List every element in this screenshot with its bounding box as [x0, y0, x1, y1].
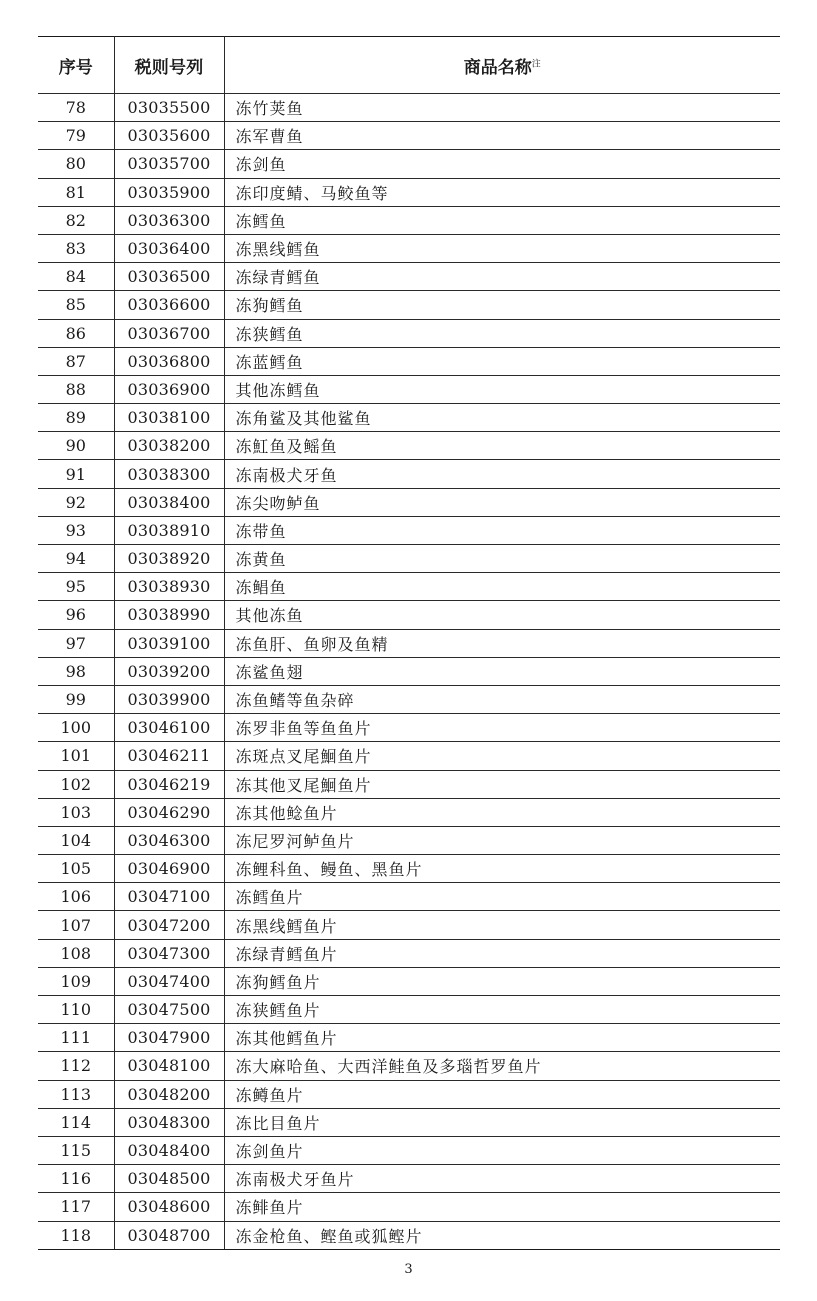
row-tariff-code: 03038400 [114, 488, 224, 516]
table-row [38, 122, 780, 150]
row-serial-number: 113 [38, 1080, 114, 1108]
row-tariff-code: 03035600 [114, 122, 224, 150]
row-product-name: 冻角鲨及其他鲨鱼 [224, 404, 780, 432]
row-serial-number: 112 [38, 1052, 114, 1080]
row-serial-number: 100 [38, 714, 114, 742]
row-tariff-code: 03036300 [114, 206, 224, 234]
row-serial-number: 118 [38, 1221, 114, 1249]
table-header-row [38, 37, 780, 94]
row-product-name: 冻鱼肝、鱼卵及鱼精 [224, 629, 780, 657]
row-tariff-code: 03036600 [114, 291, 224, 319]
row-tariff-code: 03048400 [114, 1136, 224, 1164]
table-row [38, 1108, 780, 1136]
row-product-name: 其他冻鱼 [224, 601, 780, 629]
row-tariff-code: 03039200 [114, 657, 224, 685]
row-tariff-code: 03038910 [114, 516, 224, 544]
row-serial-number: 96 [38, 601, 114, 629]
table-row [38, 601, 780, 629]
row-serial-number: 83 [38, 234, 114, 262]
row-serial-number: 102 [38, 770, 114, 798]
row-tariff-code: 03039900 [114, 685, 224, 713]
table-row [38, 798, 780, 826]
row-serial-number: 92 [38, 488, 114, 516]
table-row [38, 432, 780, 460]
row-product-name: 冻狭鳕鱼 [224, 319, 780, 347]
row-tariff-code: 03038920 [114, 545, 224, 573]
row-tariff-code: 03035900 [114, 178, 224, 206]
table-row [38, 967, 780, 995]
table-row [38, 883, 780, 911]
table-row [38, 1165, 780, 1193]
row-serial-number: 110 [38, 996, 114, 1024]
row-product-name: 冻鲳鱼 [224, 573, 780, 601]
row-tariff-code: 03036700 [114, 319, 224, 347]
page-number: 3 [404, 1262, 413, 1277]
row-serial-number: 78 [38, 94, 114, 122]
table-row [38, 291, 780, 319]
row-product-name: 冻魟鱼及鳐鱼 [224, 432, 780, 460]
row-product-name: 冻军曹鱼 [224, 122, 780, 150]
row-serial-number: 93 [38, 516, 114, 544]
row-tariff-code: 03035700 [114, 150, 224, 178]
row-tariff-code: 03038200 [114, 432, 224, 460]
row-serial-number: 108 [38, 939, 114, 967]
table-row [38, 234, 780, 262]
table-row [38, 714, 780, 742]
row-product-name: 冻其他鳕鱼片 [224, 1024, 780, 1052]
row-tariff-code: 03038990 [114, 601, 224, 629]
table-row [38, 206, 780, 234]
tariff-table [38, 36, 780, 1250]
row-serial-number: 97 [38, 629, 114, 657]
header-note-marker: 注 [531, 58, 541, 69]
row-product-name: 冻鱼鳍等鱼杂碎 [224, 685, 780, 713]
table-row [38, 404, 780, 432]
row-product-name: 冻其他鲶鱼片 [224, 798, 780, 826]
row-tariff-code: 03047100 [114, 883, 224, 911]
table-row [38, 685, 780, 713]
table-row [38, 1193, 780, 1221]
table-row [38, 742, 780, 770]
header-product-name-text: 商品名称 [463, 57, 532, 78]
row-tariff-code: 03036400 [114, 234, 224, 262]
row-tariff-code: 03036500 [114, 263, 224, 291]
table-row [38, 178, 780, 206]
row-product-name: 冻剑鱼 [224, 150, 780, 178]
row-serial-number: 90 [38, 432, 114, 460]
row-tariff-code: 03048600 [114, 1193, 224, 1221]
row-tariff-code: 03048100 [114, 1052, 224, 1080]
table-row [38, 545, 780, 573]
row-serial-number: 103 [38, 798, 114, 826]
row-serial-number: 84 [38, 263, 114, 291]
row-tariff-code: 03046300 [114, 826, 224, 854]
row-tariff-code: 03038930 [114, 573, 224, 601]
row-product-name: 冻斑点叉尾鮰鱼片 [224, 742, 780, 770]
row-product-name: 冻南极犬牙鱼片 [224, 1165, 780, 1193]
row-serial-number: 107 [38, 911, 114, 939]
row-tariff-code: 03046219 [114, 770, 224, 798]
row-product-name: 其他冻鳕鱼 [224, 375, 780, 403]
row-serial-number: 80 [38, 150, 114, 178]
row-product-name: 冻鲤科鱼、鳗鱼、黑鱼片 [224, 855, 780, 883]
row-tariff-code: 03047200 [114, 911, 224, 939]
row-tariff-code: 03048200 [114, 1080, 224, 1108]
row-tariff-code: 03036800 [114, 347, 224, 375]
row-product-name: 冻鳕鱼 [224, 206, 780, 234]
row-serial-number: 109 [38, 967, 114, 995]
row-product-name: 冻罗非鱼等鱼鱼片 [224, 714, 780, 742]
table-row [38, 657, 780, 685]
row-product-name: 冻竹荚鱼 [224, 94, 780, 122]
table-row [38, 94, 780, 122]
row-serial-number: 79 [38, 122, 114, 150]
header-product-name [224, 37, 780, 94]
row-product-name: 冻比目鱼片 [224, 1108, 780, 1136]
row-product-name: 冻印度鲭、马鲛鱼等 [224, 178, 780, 206]
table-row [38, 1221, 780, 1249]
table-row [38, 1136, 780, 1164]
row-product-name: 冻蓝鳕鱼 [224, 347, 780, 375]
row-tariff-code: 03046100 [114, 714, 224, 742]
table-row [38, 1080, 780, 1108]
table-row [38, 516, 780, 544]
row-product-name: 冻绿青鳕鱼 [224, 263, 780, 291]
table-row [38, 939, 780, 967]
table-row [38, 855, 780, 883]
row-tariff-code: 03036900 [114, 375, 224, 403]
row-tariff-code: 03048300 [114, 1108, 224, 1136]
row-tariff-code: 03047400 [114, 967, 224, 995]
row-serial-number: 87 [38, 347, 114, 375]
row-serial-number: 116 [38, 1165, 114, 1193]
row-product-name: 冻其他叉尾鮰鱼片 [224, 770, 780, 798]
row-serial-number: 88 [38, 375, 114, 403]
row-product-name: 冻鳟鱼片 [224, 1080, 780, 1108]
table-row [38, 460, 780, 488]
row-serial-number: 105 [38, 855, 114, 883]
table-row [38, 1052, 780, 1080]
row-serial-number: 98 [38, 657, 114, 685]
row-serial-number: 99 [38, 685, 114, 713]
row-product-name: 冻狗鳕鱼片 [224, 967, 780, 995]
table-row [38, 488, 780, 516]
row-serial-number: 89 [38, 404, 114, 432]
row-tariff-code: 03046211 [114, 742, 224, 770]
row-tariff-code: 03039100 [114, 629, 224, 657]
table-row [38, 1024, 780, 1052]
table-row [38, 826, 780, 854]
table-body [38, 94, 780, 1250]
row-tariff-code: 03046900 [114, 855, 224, 883]
row-serial-number: 117 [38, 1193, 114, 1221]
row-product-name: 冻剑鱼片 [224, 1136, 780, 1164]
row-serial-number: 95 [38, 573, 114, 601]
row-product-name: 冻金枪鱼、鲣鱼或狐鲣片 [224, 1221, 780, 1249]
table-row [38, 573, 780, 601]
row-serial-number: 85 [38, 291, 114, 319]
row-serial-number: 111 [38, 1024, 114, 1052]
row-tariff-code: 03047300 [114, 939, 224, 967]
table-row [38, 629, 780, 657]
row-serial-number: 104 [38, 826, 114, 854]
row-serial-number: 86 [38, 319, 114, 347]
row-product-name: 冻大麻哈鱼、大西洋鲑鱼及多瑙哲罗鱼片 [224, 1052, 780, 1080]
table-row [38, 375, 780, 403]
table-row [38, 911, 780, 939]
row-tariff-code: 03048700 [114, 1221, 224, 1249]
row-serial-number: 114 [38, 1108, 114, 1136]
row-product-name: 冻绿青鳕鱼片 [224, 939, 780, 967]
row-product-name: 冻鲨鱼翅 [224, 657, 780, 685]
row-product-name: 冻黑线鳕鱼片 [224, 911, 780, 939]
table-row [38, 319, 780, 347]
row-tariff-code: 03047900 [114, 1024, 224, 1052]
row-product-name: 冻狭鳕鱼片 [224, 996, 780, 1024]
row-serial-number: 101 [38, 742, 114, 770]
row-product-name: 冻狗鳕鱼 [224, 291, 780, 319]
row-serial-number: 81 [38, 178, 114, 206]
table-row [38, 263, 780, 291]
header-tariff-code: 税则号列 [114, 37, 224, 94]
row-tariff-code: 03046290 [114, 798, 224, 826]
table-row [38, 150, 780, 178]
table-row [38, 347, 780, 375]
row-serial-number: 94 [38, 545, 114, 573]
row-product-name: 冻黄鱼 [224, 545, 780, 573]
row-tariff-code: 03048500 [114, 1165, 224, 1193]
header-serial-number: 序号 [38, 37, 114, 94]
row-serial-number: 115 [38, 1136, 114, 1164]
row-product-name: 冻带鱼 [224, 516, 780, 544]
row-product-name: 冻黑线鳕鱼 [224, 234, 780, 262]
row-serial-number: 82 [38, 206, 114, 234]
row-tariff-code: 03047500 [114, 996, 224, 1024]
table-row [38, 770, 780, 798]
table-row [38, 996, 780, 1024]
row-product-name: 冻鳕鱼片 [224, 883, 780, 911]
row-serial-number: 106 [38, 883, 114, 911]
row-product-name: 冻南极犬牙鱼 [224, 460, 780, 488]
row-product-name: 冻鲱鱼片 [224, 1193, 780, 1221]
row-tariff-code: 03038100 [114, 404, 224, 432]
row-serial-number: 91 [38, 460, 114, 488]
row-tariff-code: 03035500 [114, 94, 224, 122]
row-product-name: 冻尼罗河鲈鱼片 [224, 826, 780, 854]
row-tariff-code: 03038300 [114, 460, 224, 488]
row-product-name: 冻尖吻鲈鱼 [224, 488, 780, 516]
